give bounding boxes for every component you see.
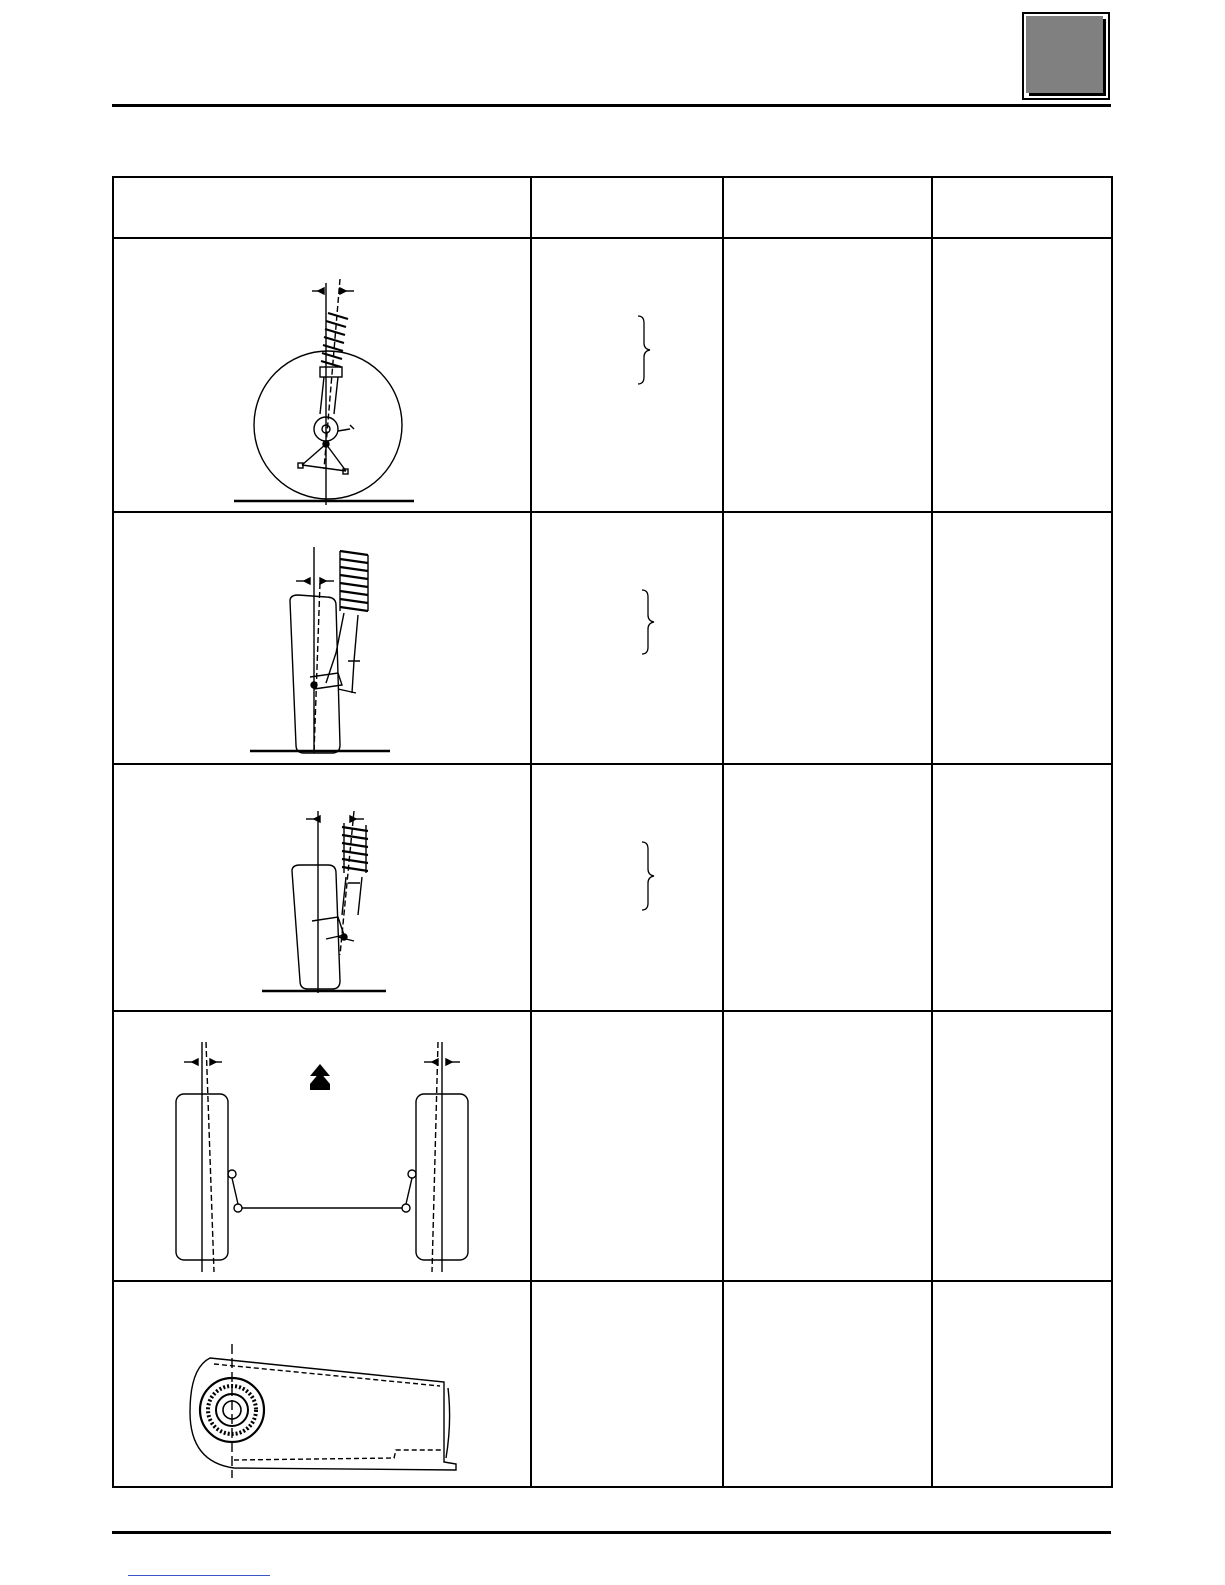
note-cell <box>932 1011 1112 1281</box>
value-cell <box>531 1281 723 1487</box>
table-row <box>113 238 1112 512</box>
header-cell-tolerance <box>723 177 932 238</box>
scrub-radius-diagram <box>114 765 528 1010</box>
table-row <box>113 1281 1112 1487</box>
curly-brace-icon <box>636 315 652 385</box>
alignment-spec-table <box>112 176 1113 1488</box>
figure-cell <box>113 1011 531 1281</box>
note-cell <box>932 238 1112 512</box>
section-tab <box>1022 12 1110 100</box>
header-cell-value <box>531 177 723 238</box>
header-cell-figure <box>113 177 531 238</box>
control-arm-bushing-diagram <box>114 1282 528 1486</box>
footer-link[interactable] <box>128 1575 270 1576</box>
figure-cell <box>113 238 531 512</box>
tolerance-cell <box>723 238 932 512</box>
table-row <box>113 764 1112 1011</box>
value-cell <box>531 764 723 1011</box>
toe-in-diagram <box>114 1012 528 1280</box>
note-cell <box>932 764 1112 1011</box>
curly-brace-icon <box>640 841 656 911</box>
table-row <box>113 512 1112 764</box>
figure-cell <box>113 764 531 1011</box>
footer-rule <box>112 1531 1111 1534</box>
section-tab-fill <box>1026 16 1103 93</box>
table-row <box>113 1011 1112 1281</box>
figure-cell <box>113 1281 531 1487</box>
value-cell <box>531 512 723 764</box>
note-cell <box>932 1281 1112 1487</box>
header-cell-note <box>932 177 1112 238</box>
tolerance-cell <box>723 764 932 1011</box>
value-cell <box>531 1011 723 1281</box>
tolerance-cell <box>723 1281 932 1487</box>
figure-cell <box>113 512 531 764</box>
value-cell <box>531 238 723 512</box>
tolerance-cell <box>723 512 932 764</box>
curly-brace-icon <box>640 589 656 655</box>
tolerance-cell <box>723 1011 932 1281</box>
note-cell <box>932 512 1112 764</box>
steering-axis-inclination-diagram <box>114 239 528 511</box>
camber-angle-diagram <box>114 513 528 763</box>
header-rule <box>112 104 1111 107</box>
table-header-row <box>113 177 1112 238</box>
forward-arrow-icon <box>310 1064 330 1090</box>
